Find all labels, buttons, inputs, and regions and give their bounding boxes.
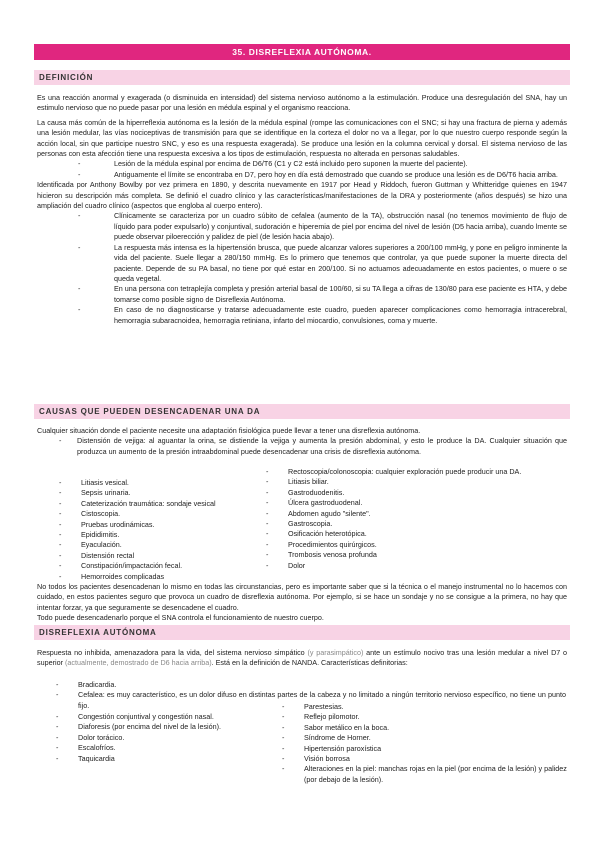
list-item: - Bradicardia. [56, 680, 117, 689]
definicion-body [37, 93, 567, 326]
list-item: - Litiasis vesical. [59, 478, 129, 487]
causas-right-list [266, 467, 576, 571]
list-item: - Taquicardia [56, 753, 115, 763]
list-item: - Úlcera gastroduodenal. [266, 498, 363, 508]
paragraph: La causa más común de la hiperreflexia autónoma es la lesión de la médula espinal (rompe las comunicaciones con el SNC; si hay una fractura de pierna y además una lesión medular, las vías nociceptivas de transmisión para que se identifique en la corteza el dolor no va a llegar, por lo que nuestro cuerpo responde según la acción local, sin que participe nuestro SNC, y eso es una respuesta exagerada). Se produce una lesión en la columna cervical y dorsal. El sistema nervioso de las personas con esta afección tiene una respuesta excesiva a los tipos de estimulación, respuesta no alterada en personas saludables. [37, 117, 567, 159]
list-item: - Procedimientos quirúrgicos. [266, 539, 377, 549]
paragraph: No todos los pacientes desencadenan lo mismo en todas las circunstancias, pero es importante saber que si la técnica o el manejo instrumental no lo hacemos con cuidado, en estos pacientes seguro que provoca un cuadro de disreflexia autónoma. Por ejemplo, si se hace un sondaje y no se consigue a la primera, no hay que intentar forzar, ya que seguramente se desencadene el cuadro. [37, 582, 567, 612]
causas-closing [37, 582, 567, 624]
list-item: - En caso de no diagnosticarse y tratarse adecuadamente este cuadro, pueden aparecer complicaciones como hemorragia intracerebral, hemorragia subaracnoidea, hemorragia retiniana, infarto del miocardio, convulsiones, coma y muerte. [78, 305, 567, 325]
list-item: - Sabor metálico en la boca. [282, 722, 390, 732]
list-item: - Rectoscopia/colonoscopia: cualquier exploración puede producir una DA. [266, 467, 522, 476]
paragraph: Identificada por Anthony Bowlby por vez primera en 1890, y descrita nuevamente en 1917 por Head y Riddoch, fueron Guttman y Whitteridge quienes en 1947 hicieron su descripción más completa. Se definió el cuadro clínico y las características/manifestaciones de la DRA y posteriormente (años después) se hizo una ampliación del cuadro clínico (aspectos que engloba al cuerpo entero). [37, 180, 567, 211]
list-item: - Parestesias. [282, 702, 344, 711]
list-item: - Antiguamente el límite se encontraba en D7, pero hoy en día está demostrado que cuando se produce una lesión es de D6/T6 hacia arriba. [78, 169, 558, 179]
paragraph: Todo puede desencadenarlo porque el SNA controla el funcionamiento de nuestro cuerpo. [37, 613, 324, 623]
list-item: - Gastroduodenitis. [266, 487, 345, 497]
list-item: - Distensión rectal [59, 550, 135, 560]
list-item: - Distensión de vejiga: al aguantar la orina, se distiende la vejiga y aumenta la presión abdominal, y esto le produce la DA. Cualquier situación que produzca un aumento de la presión intraabdominal puede desencadenar una crisis de disreflexia autónoma. [59, 436, 567, 456]
list-item: - Epididimitis. [59, 530, 120, 540]
list-item: - Hemorroides complicadas [59, 571, 165, 581]
disreflexia-right-list [282, 702, 577, 785]
list-item: - Escalofríos. [56, 743, 116, 753]
list-item: - Cateterización traumática: sondaje vesical [59, 498, 216, 508]
section-heading-causas: CAUSAS QUE PUEDEN DESENCADENAR UNA DA [34, 404, 570, 419]
list-item: - Hipertensión paroxística [282, 743, 382, 753]
list-item: - Pruebas urodinámicas. [59, 519, 155, 529]
list-item: - Lesión de la médula espinal por encima de D6/T6 (C1 y C2 está incluido pero suponen la muerte del paciente). [78, 159, 468, 169]
disreflexia-body [37, 648, 567, 669]
list-item: - Diaforesis (por encima del nivel de la lesión). [56, 722, 222, 732]
paragraph: Respuesta no inhibida, amenazadora para la vida, del sistema nervioso simpático (y parasimpático) ante un estímulo nocivo tras una lesión medular a nivel D7 o superior (actualmente, demostrado de D6 hacia arriba). Está en la definición de NANDA. Características definitorias: [37, 648, 568, 668]
list-item: - Osificación heterotópica. [266, 529, 367, 539]
list-item: - Gastroscopia. [266, 519, 333, 529]
list-item: - Alteraciones en la piel: manchas rojas en la piel (por encima de la lesión) y palidez (por debajo de la lesión). [282, 764, 567, 784]
list-item: - Constipación/impactación fecal. [59, 561, 183, 571]
list-item: - Dolor torácico. [56, 732, 125, 742]
causas-body [37, 426, 567, 457]
list-item: - La respuesta más intensa es la hipertensión brusca, que puede alcanzar valores superiores a 200/100 mmHg, y pone en peligro inminente la vida del paciente. Suele llegar a 280/150 mmHg. Es lo primero que tenemos que controlar, ya que puede suponer la muerte directa del paciente. Depende de su PA basal, no tiene por qué estar en 200/100. Si no actuamos adecuadamente en estos pacientes, o muere o se queda vegetal. [78, 242, 567, 283]
list-item: - Cefalea: es muy característico, es un dolor difuso en distintas partes de la cabeza y no limitado a ningún territorio nervioso específico, no tiene un punto fijo. [56, 690, 566, 710]
section-heading-disreflexia: DISREFLEXIA AUTÓNOMA [34, 625, 570, 640]
list-item: - Trombosis venosa profunda [266, 550, 377, 560]
list-item: - Abdomen agudo "silente". [266, 508, 371, 518]
disreflexia-left-list [56, 712, 281, 764]
list-item: - Cistoscopia. [59, 509, 121, 519]
list-item: - Reflejo pilomotor. [282, 712, 360, 722]
list-item: - Clínicamente se caracteriza por un cuadro súbito de cefalea (aumento de la TA), obstrucción nasal (no tenemos movimiento de flujo de líquido para poder expulsarlo) y conjuntival, sudoración e hiperemia de piel por encima del nivel de lesión (D5 hacia arriba), cuando lmente se puede observar piloerección y palidez de piel (de lesión hacia abajo). [78, 211, 567, 242]
list-item: - Síndrome de Horner. [282, 733, 371, 743]
paragraph: Cualquier situación donde el paciente necesite una adaptación fisiológica puede llevar a tener una disreflexia autónoma. [37, 426, 421, 435]
page-title: 35. DISREFLEXIA AUTÓNOMA. [34, 44, 570, 60]
causas-left-list [59, 478, 269, 582]
section-heading-definicion: DEFINICIÓN [34, 70, 570, 85]
list-item: - Congestión conjuntival y congestión nasal. [56, 712, 214, 721]
list-item: - En una persona con tetraplejía completa y presión arterial basal de 100/60, si su TA llega a cifras de 130/80 para ese paciente es HTA, y debe tomarse como posible signo de Disreflexia Autónoma. [78, 284, 567, 304]
list-item: - Visión borrosa [282, 754, 350, 764]
list-item: - Dolor [266, 560, 306, 570]
list-item: - Eyaculación. [59, 540, 122, 550]
paragraph: Es una reacción anormal y exagerada (o disminuida en intensidad) del sistema nervioso autónomo a la estimulación. Produce una desregulación del SNA, hay un estimulo nervioso que no puede pasar por una lesión en médula espinal y el organismo reacciona. [37, 93, 567, 113]
list-item: - Litiasis biliar. [266, 477, 329, 487]
list-item: - Sepsis urinaria. [59, 488, 131, 498]
